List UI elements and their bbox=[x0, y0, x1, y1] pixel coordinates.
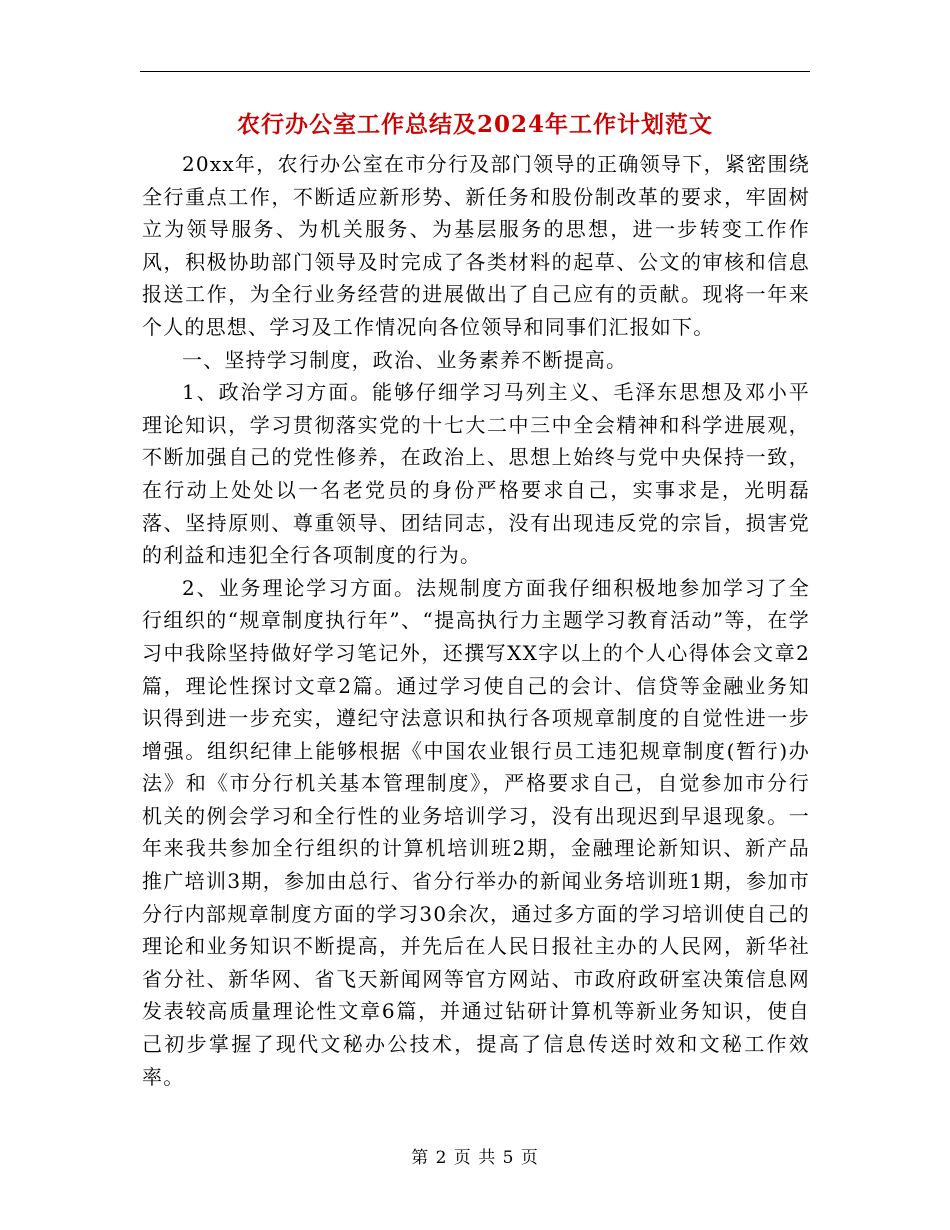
paragraph-intro: 20xx年，农行办公室在市分行及部门领导的正确领导下，紧密围绕全行重点工作，不断适应新形势、新任务和股份制改革的要求，牢固树立为领导服务、为机关服务、为基层服务的思想，进一步转变工作作风，积极协助部门领导及时完成了各类材料的起草、公文的审核和信息报送工作，为全行业务经营的进展做出了自己应有的贡献。现将一年来个人的思想、学习及工作情况向各位领导和同事们汇报如下。 bbox=[142, 152, 810, 339]
header-rule bbox=[140, 71, 810, 72]
paragraph-political-study: 1、政治学习方面。能够仔细学习马列主义、毛泽东思想及邓小平理论知识，学习贯彻落实党的十七大二中三中全会精神和科学进展观，不断加强自己的党性修养，在政治上、思想上始终与党中央保持一致，在行动上处处以一名老党员的身份严格要求自己，实事求是，光明磊落、坚持原则、尊重领导、团结同志，没有出现违反党的宗旨，损害党的利益和违犯全行各项制度的行为。 bbox=[142, 380, 810, 568]
paragraph-business-study: 2、业务理论学习方面。法规制度方面我仔细积极地参加学习了全行组织的“规章制度执行年”、“提高执行力主题学习教育活动”等，在学习中我除坚持做好学习笔记外，还撰写XX字以上的个人心得体会文章2篇，理论性探讨文章2篇。通过学习使自己的会计、信贷等金融业务知识得到进一步充实，遵纪守法意识和执行各项规章制度的自觉性进一步增强。组织纪律上能够根据《中国农业银行员工违犯规章制度(暂行)办法》和《市分行机关基本管理制度》，严格要求自己，自觉参加市分行机关的例会学习和全行性的业务培训学习，没有出现迟到早退现象。一年来我共参加全行组织的计算机培训班2期，金融理论新知识、新产品推广培训3期，参加由总行、省分行举办的新闻业务培训班1期，参加市分行内部规章制度方面的学习30余次，通过多方面的学习培训使自己的理论和业务知识不断提高，并先后在人民日报社主办的人民网，新华社省分社、新华网、省飞天新闻网等官方网站、市政府政研室决策信息网发表较高质量理论性文章6篇，并通过钻研计算机等新业务知识，使自己初步掌握了现代文秘办公技术，提高了信息传送时效和文秘工作效率。 bbox=[142, 575, 810, 1089]
paragraph-section-heading: 一、坚持学习制度，政治、业务素养不断提高。 bbox=[182, 347, 628, 372]
document-title: 农行办公室工作总结及2024年工作计划范文 bbox=[236, 111, 713, 138]
page-footer: 第 2 页 共 5 页 bbox=[411, 1148, 539, 1168]
document-body bbox=[142, 148, 810, 1093]
